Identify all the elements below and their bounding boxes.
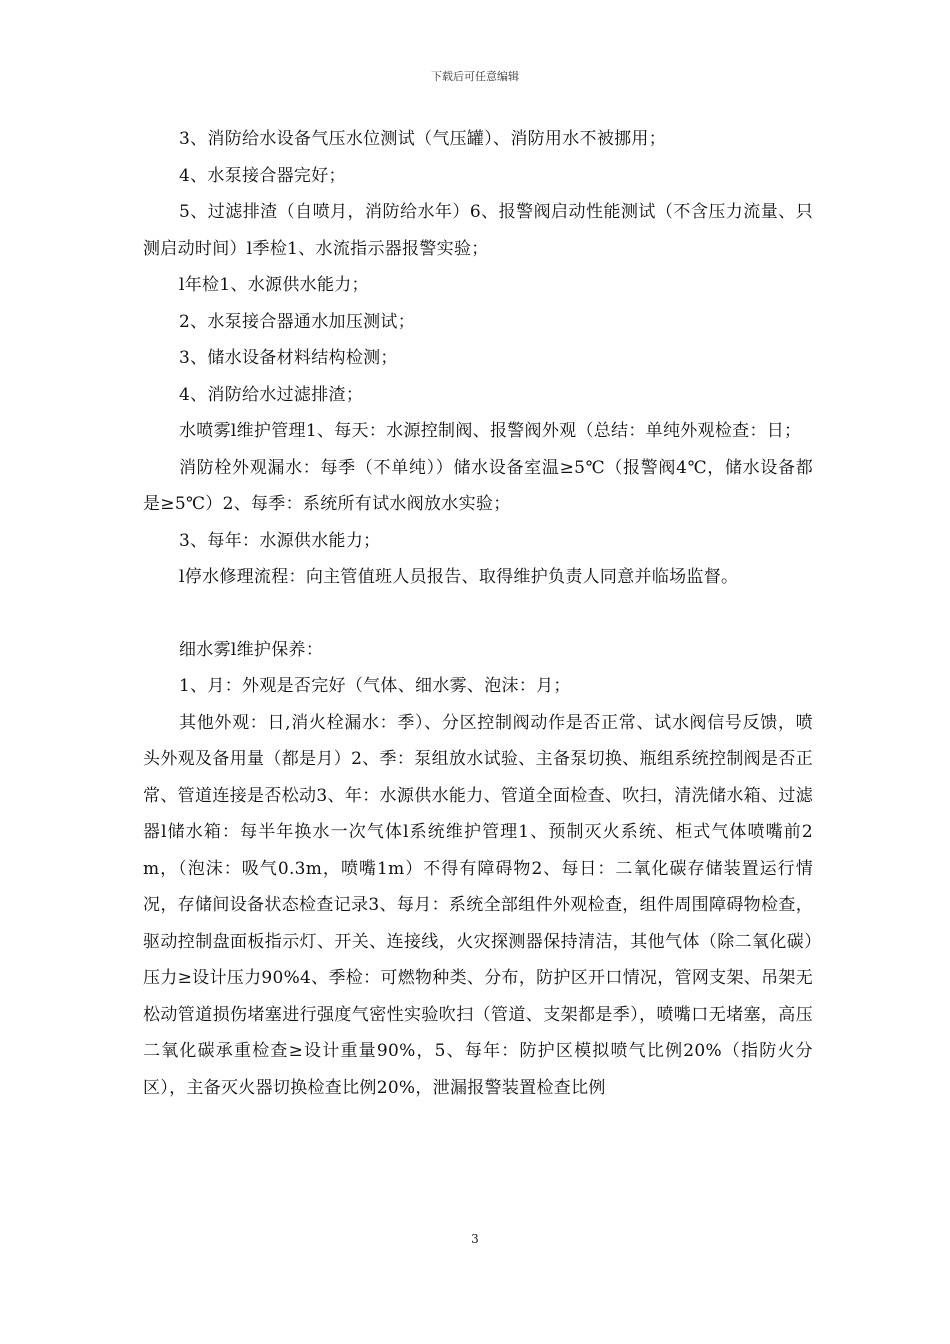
paragraph: 3、消防给水设备气压水位测试（气压罐）、消防用水不被挪用； xyxy=(179,129,667,149)
paragraph: 5、过滤排渣（自喷月，消防给水年）6、报警阀启动性能测试（不含压力流量、只测启动时间）l季检1、水流指示器报警实验； xyxy=(143,202,813,259)
paragraph-spacer xyxy=(143,596,813,632)
paragraph: 4、水泵接合器完好； xyxy=(179,165,346,186)
paragraph: 3、储水设备材料结构检测； xyxy=(179,348,398,368)
paragraph: 3、每年：水源供水能力； xyxy=(179,530,381,551)
paragraph: 4、消防给水过滤排渣； xyxy=(179,384,364,405)
document-body xyxy=(143,121,813,1106)
paragraph: 1、月：外观是否完好（气体、细水雾、泡沫：月； xyxy=(179,676,571,696)
paragraph: 细水雾l维护保养： xyxy=(179,639,324,660)
paragraph: l年检1、水源供水能力； xyxy=(179,275,369,295)
paragraph: 其他外观：日,消火栓漏水：季）、分区控制阀动作是否正常、试水阀信号反馈，喷头外观及备用量（都是月）2、季：泵组放水试验、主备泵切换、瓶组系统控制阀是否正常、管道连接是否松动3、年：水源供水能力、管道全面检查、吹扫，清洗储水箱、过滤器l储水箱：每半年换水一次气体l系统维护管理1、预制灭火系统、柜式气体喷嘴前2m，（泡沫：吸气0.3m，喷嘴1m）不得有障碍物2、每日：二氧化碳存储装置运行情况，存储间设备状态检查记录3、每月：系统全部组件外观检查，组件周围障碍物检查，驱动控制盘面板指示灯、开关、连接线，火灾探测器保持清洁，其他气体（除二氧化碳）压力≥设计压力90%4、季检：可燃物种类、分布，防护区开口情况，管网支架、吊架无松动管道损伤堵塞进行强度气密性实验吹扫（管道、支架都是季），喷嘴口无堵塞，高压二氧化碳承重检查≥设计重量90%，5、每年：防护区模拟喷气比例20%（指防火分区），主备灭火器切换检查比例20%，泄漏报警装置检查比例 xyxy=(143,712,813,1098)
paragraph: 水喷雾l维护管理1、每天：水源控制阀、报警阀外观（总结：单纯外观检查：日； xyxy=(179,421,802,441)
paragraph: 消防栓外观漏水：每季（不单纯））储水设备室温≥5℃（报警阀4℃，储水设备都是≥5℃）2、每季：系统所有试水阀放水实验； xyxy=(143,457,813,514)
page-number: 3 xyxy=(471,1232,479,1246)
header-note: 下载后可任意编辑 xyxy=(431,70,519,83)
paragraph: l停水修理流程：向主管值班人员报告、取得维护负责人同意并临场监督。 xyxy=(179,567,739,587)
paragraph: 2、水泵接合器通水加压测试； xyxy=(179,311,416,332)
